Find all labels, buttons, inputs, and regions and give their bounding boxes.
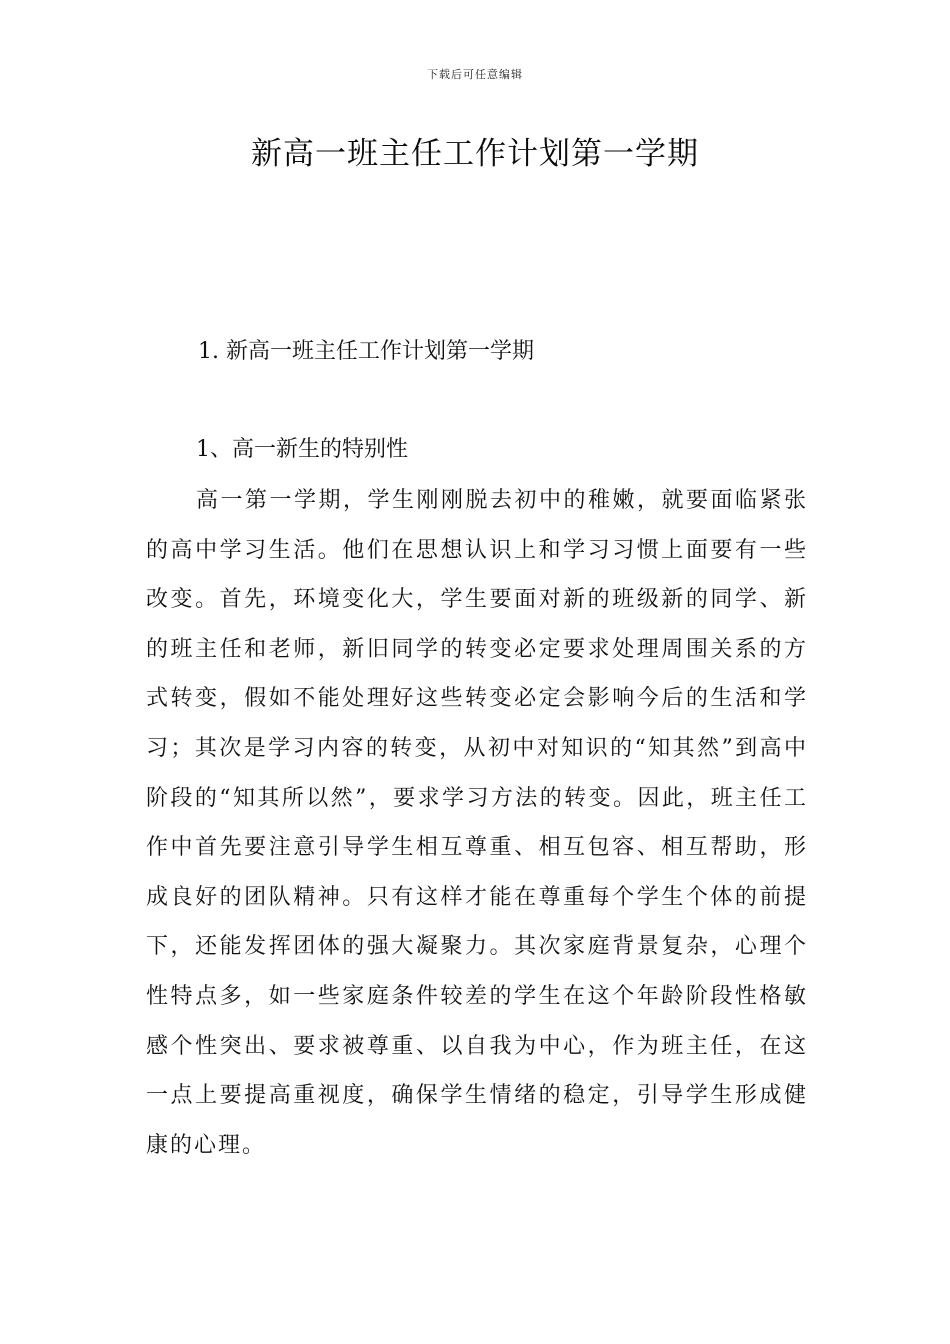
section-heading: 1. 新高一班主任工作计划第一学期 — [198, 339, 534, 364]
header-note: 下载后可任意编辑 — [427, 68, 523, 81]
body-paragraph: 高一第一学期，学生刚刚脱去初中的稚嫩，就要面临紧张的高中学习生活。他们在思想认识上和学习习惯上面要有一些改变。首先，环境变化大，学生要面对新的班级新的同学、新的班主任和老师，新旧同学的转变必定要求处理周围关系的方式转变，假如不能处理好这些转变必定会影响今后的生活和学习；其次是学习内容的转变，从初中对知识的“知其然”到高中阶段的“知其所以然”，要求学习方法的转变。因此，班主任工作中首先要注意引导学生相互尊重、相互包容、相互帮助，形成良好的团队精神。只有这样才能在尊重每个学生个体的前提下，还能发挥团体的强大凝聚力。其次家庭背景复杂，心理个性特点多，如一些家庭条件较差的学生在这个年龄阶段性格敏感个性突出、要求被尊重、以自我为中心，作为班主任，在这一点上要提高重视度，确保学生情绪的稳定，引导学生形成健康的心理。 — [146, 488, 808, 1158]
sub-heading: 1、高一新生的特别性 — [196, 437, 408, 462]
document-title: 新高一班主任工作计划第一学期 — [251, 136, 699, 172]
